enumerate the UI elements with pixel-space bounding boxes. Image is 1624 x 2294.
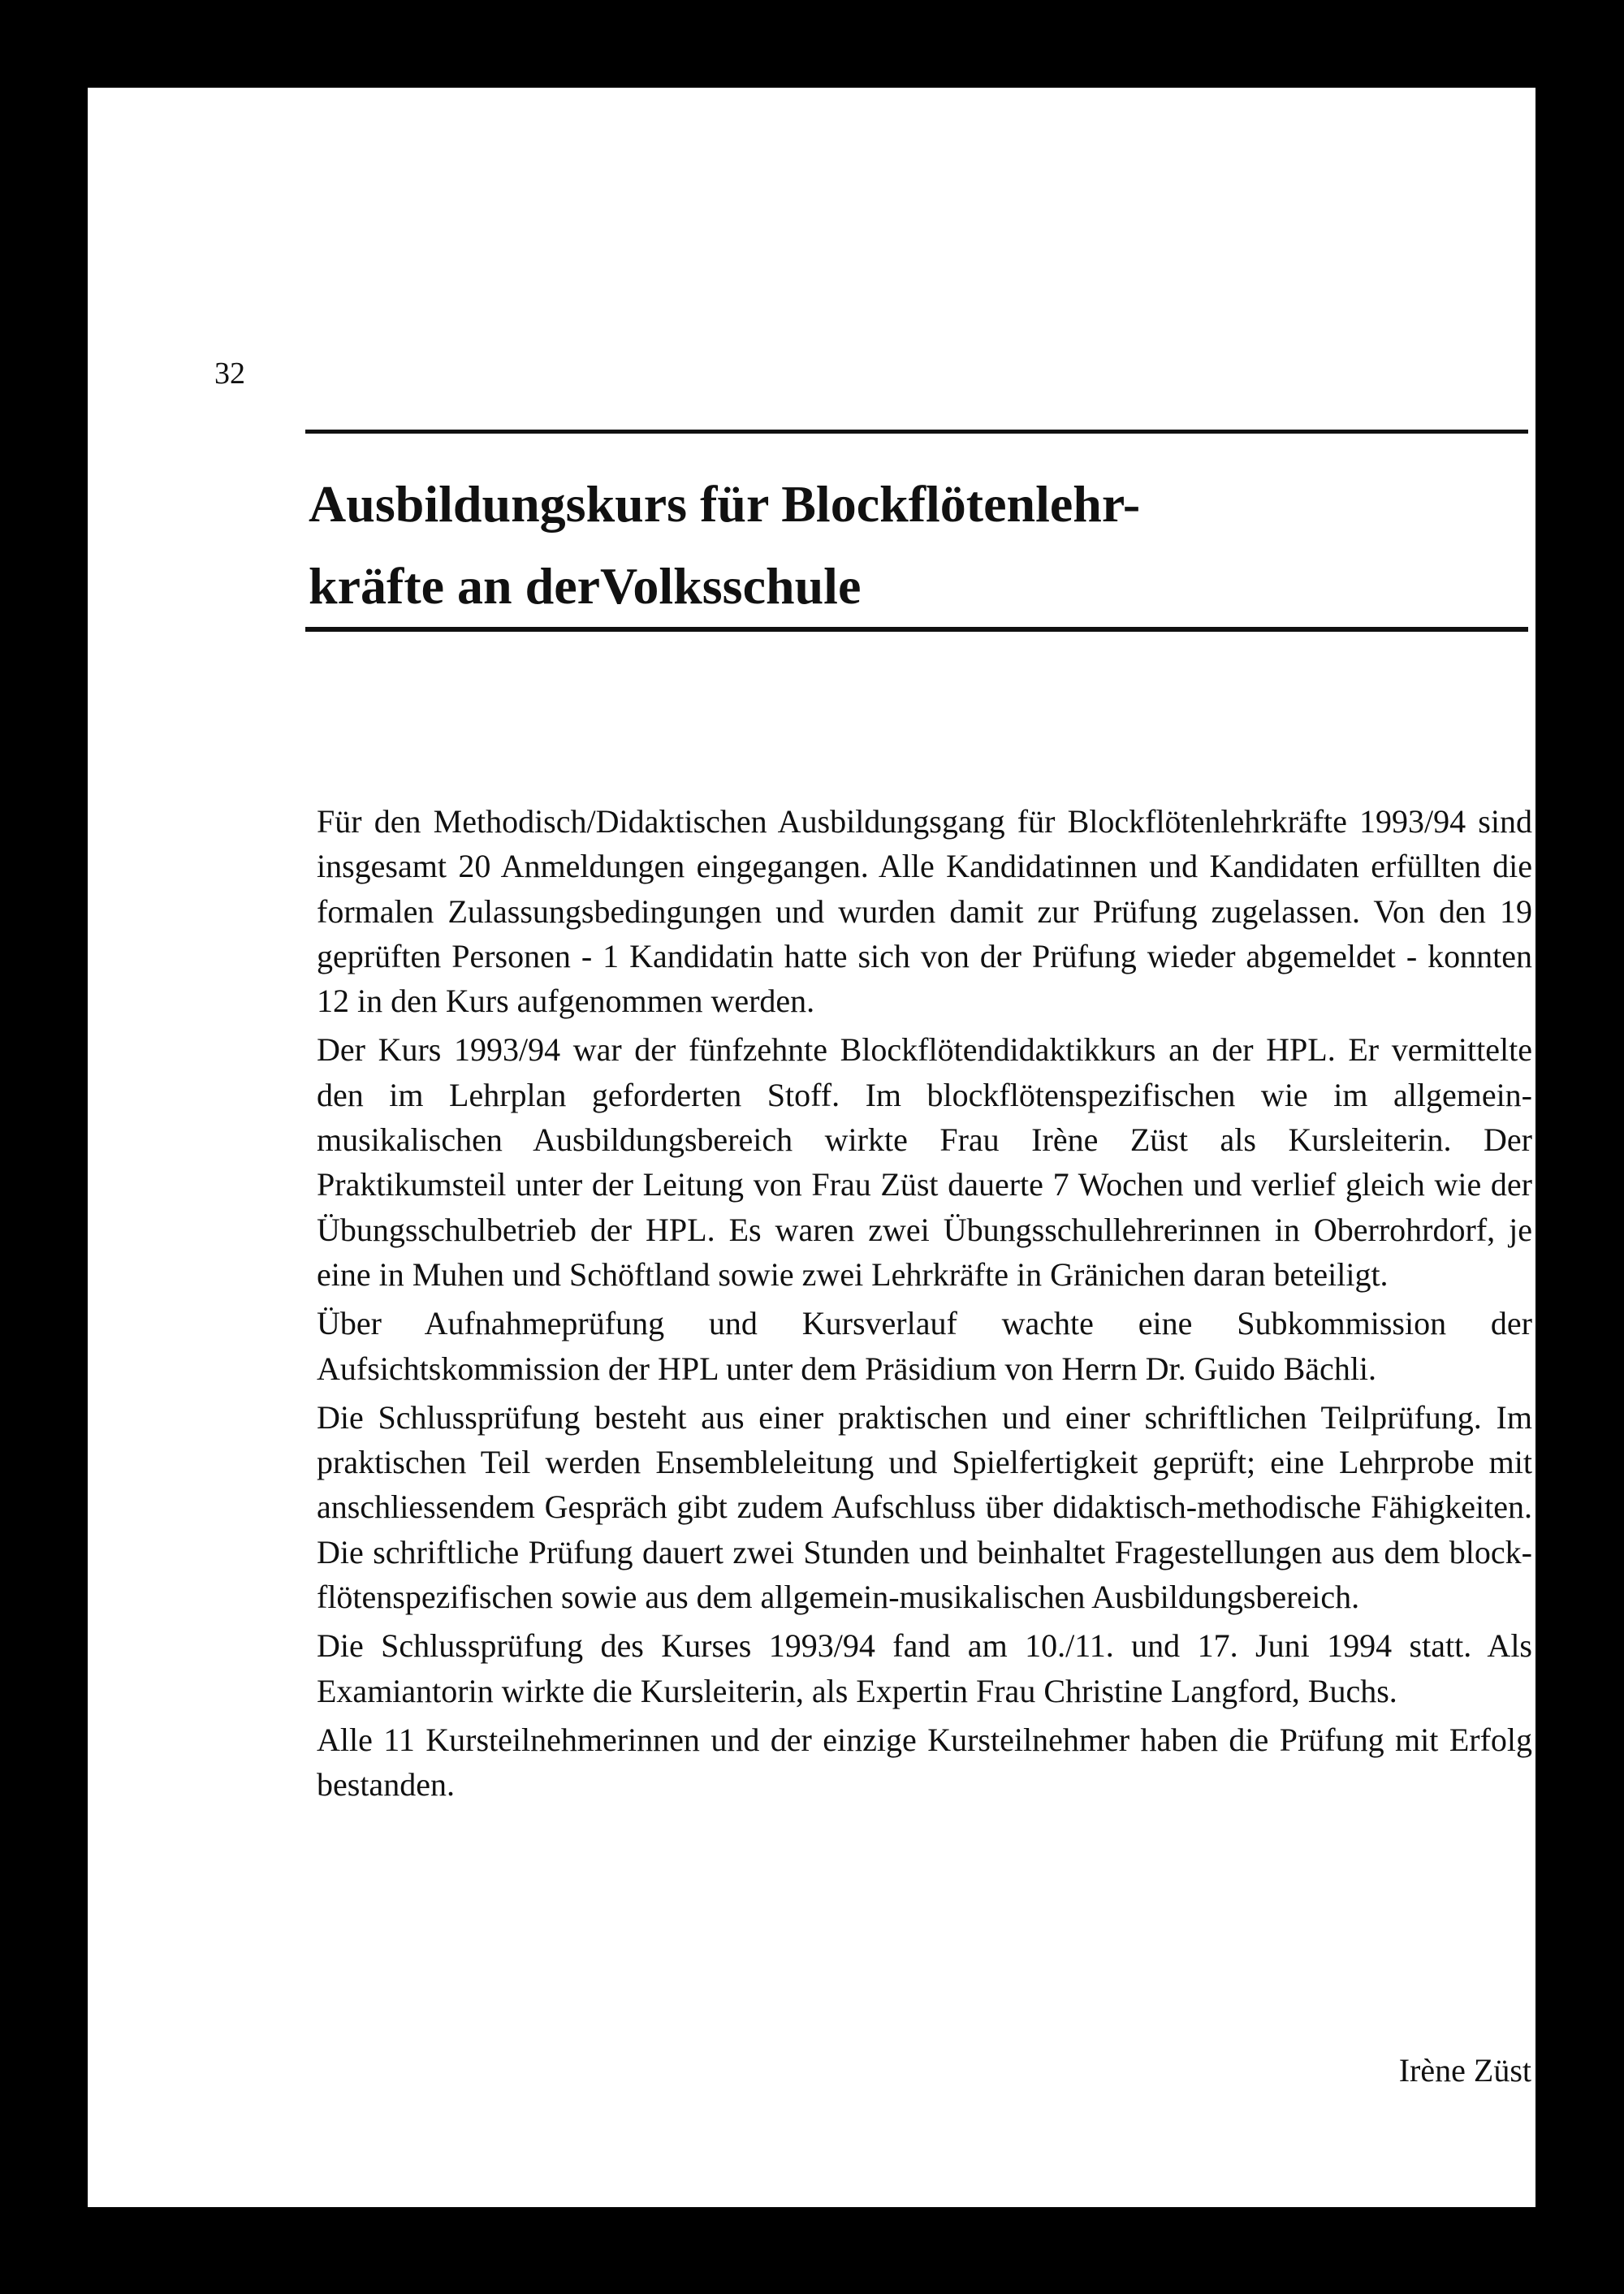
page-number: 32 bbox=[214, 356, 245, 391]
document-page bbox=[88, 88, 1535, 2207]
article-title bbox=[309, 463, 1535, 627]
paragraph-course: Der Kurs 1993/94 war der fünfzehnte Blockflötendidaktikkurs an der HPL. Er vermittelte den im Lehrplan geforderten Stoff. Im blockflötenspezifischen wie im allgemein-musikalischen Ausbildungsbereich wirkte Frau Irène Züst als Kursleiterin. Der Praktikumsteil unter der Leitung von Frau Züst dauerte 7 Wochen und verlief gleich wie der Übungsschulbetrieb der HPL. Es waren zwei Übungsschullehrerinnen in Oberrohrdorf, je eine in Muhen und Schöftland sowie zwei Lehrkräfte in Gränichen daran beteiligt. bbox=[317, 1031, 1532, 1293]
paragraph-registration: Für den Methodisch/Didaktischen Ausbildungsgang für Blockflötenlehrkräfte 1993/94 sind insgesamt 20 Anmeldungen eingegangen. Alle Kandidatinnen und Kandidaten erfüllten die formalen Zulassungsbedingungen und wurden damit zur Prüfung zugelassen. Von den 19 geprüften Personen - 1 Kandidatin hatte sich von der Prüfung wieder abgemeldet - konnten 12 in den Kurs aufgenommen werden. bbox=[317, 803, 1532, 1020]
article-body bbox=[317, 799, 1532, 1812]
title-line-1: Ausbildungskurs für Blockflötenlehr- bbox=[309, 475, 1141, 533]
paragraph-result: Alle 11 Kursteilnehmerinnen und der einzige Kursteilnehmer haben die Prüfung mit Erfolg bestanden. bbox=[317, 1721, 1532, 1804]
paragraph-final-exam: Die Schlussprüfung besteht aus einer praktischen und einer schriftlichen Teilprüfung. Im praktischen Teil werden Ensembleleitung und Spielfertigkeit geprüft; eine Lehrprobe mit anschliessendem Gespräch gibt zudem Aufschluss über didaktisch-methodische Fähigkeiten. Die schriftliche Prüfung dauert zwei Stunden und beinhaltet Fragestellungen aus dem blockflötenspezifischen sowie aus dem allgemein-musikalischen Ausbildungsbereich. bbox=[317, 1398, 1532, 1616]
author-signature: Irène Züst bbox=[1398, 2052, 1531, 2089]
title-line-2: kräfte an derVolksschule bbox=[309, 557, 862, 615]
paragraph-exam-date: Die Schlussprüfung des Kurses 1993/94 fand am 10./11. und 17. Juni 1994 statt. Als Examiantorin wirkte die Kursleiterin, als Expertin Frau Christine Langford, Buchs. bbox=[317, 1627, 1532, 1709]
heading-rule-bottom bbox=[305, 627, 1528, 632]
heading-rule-top bbox=[305, 430, 1528, 434]
paragraph-supervision: Über Aufnahmeprüfung und Kursverlauf wachte eine Subkommission der Aufsichtskommission der HPL unter dem Präsidium von Herrn Dr. Guido Bächli. bbox=[317, 1305, 1532, 1387]
